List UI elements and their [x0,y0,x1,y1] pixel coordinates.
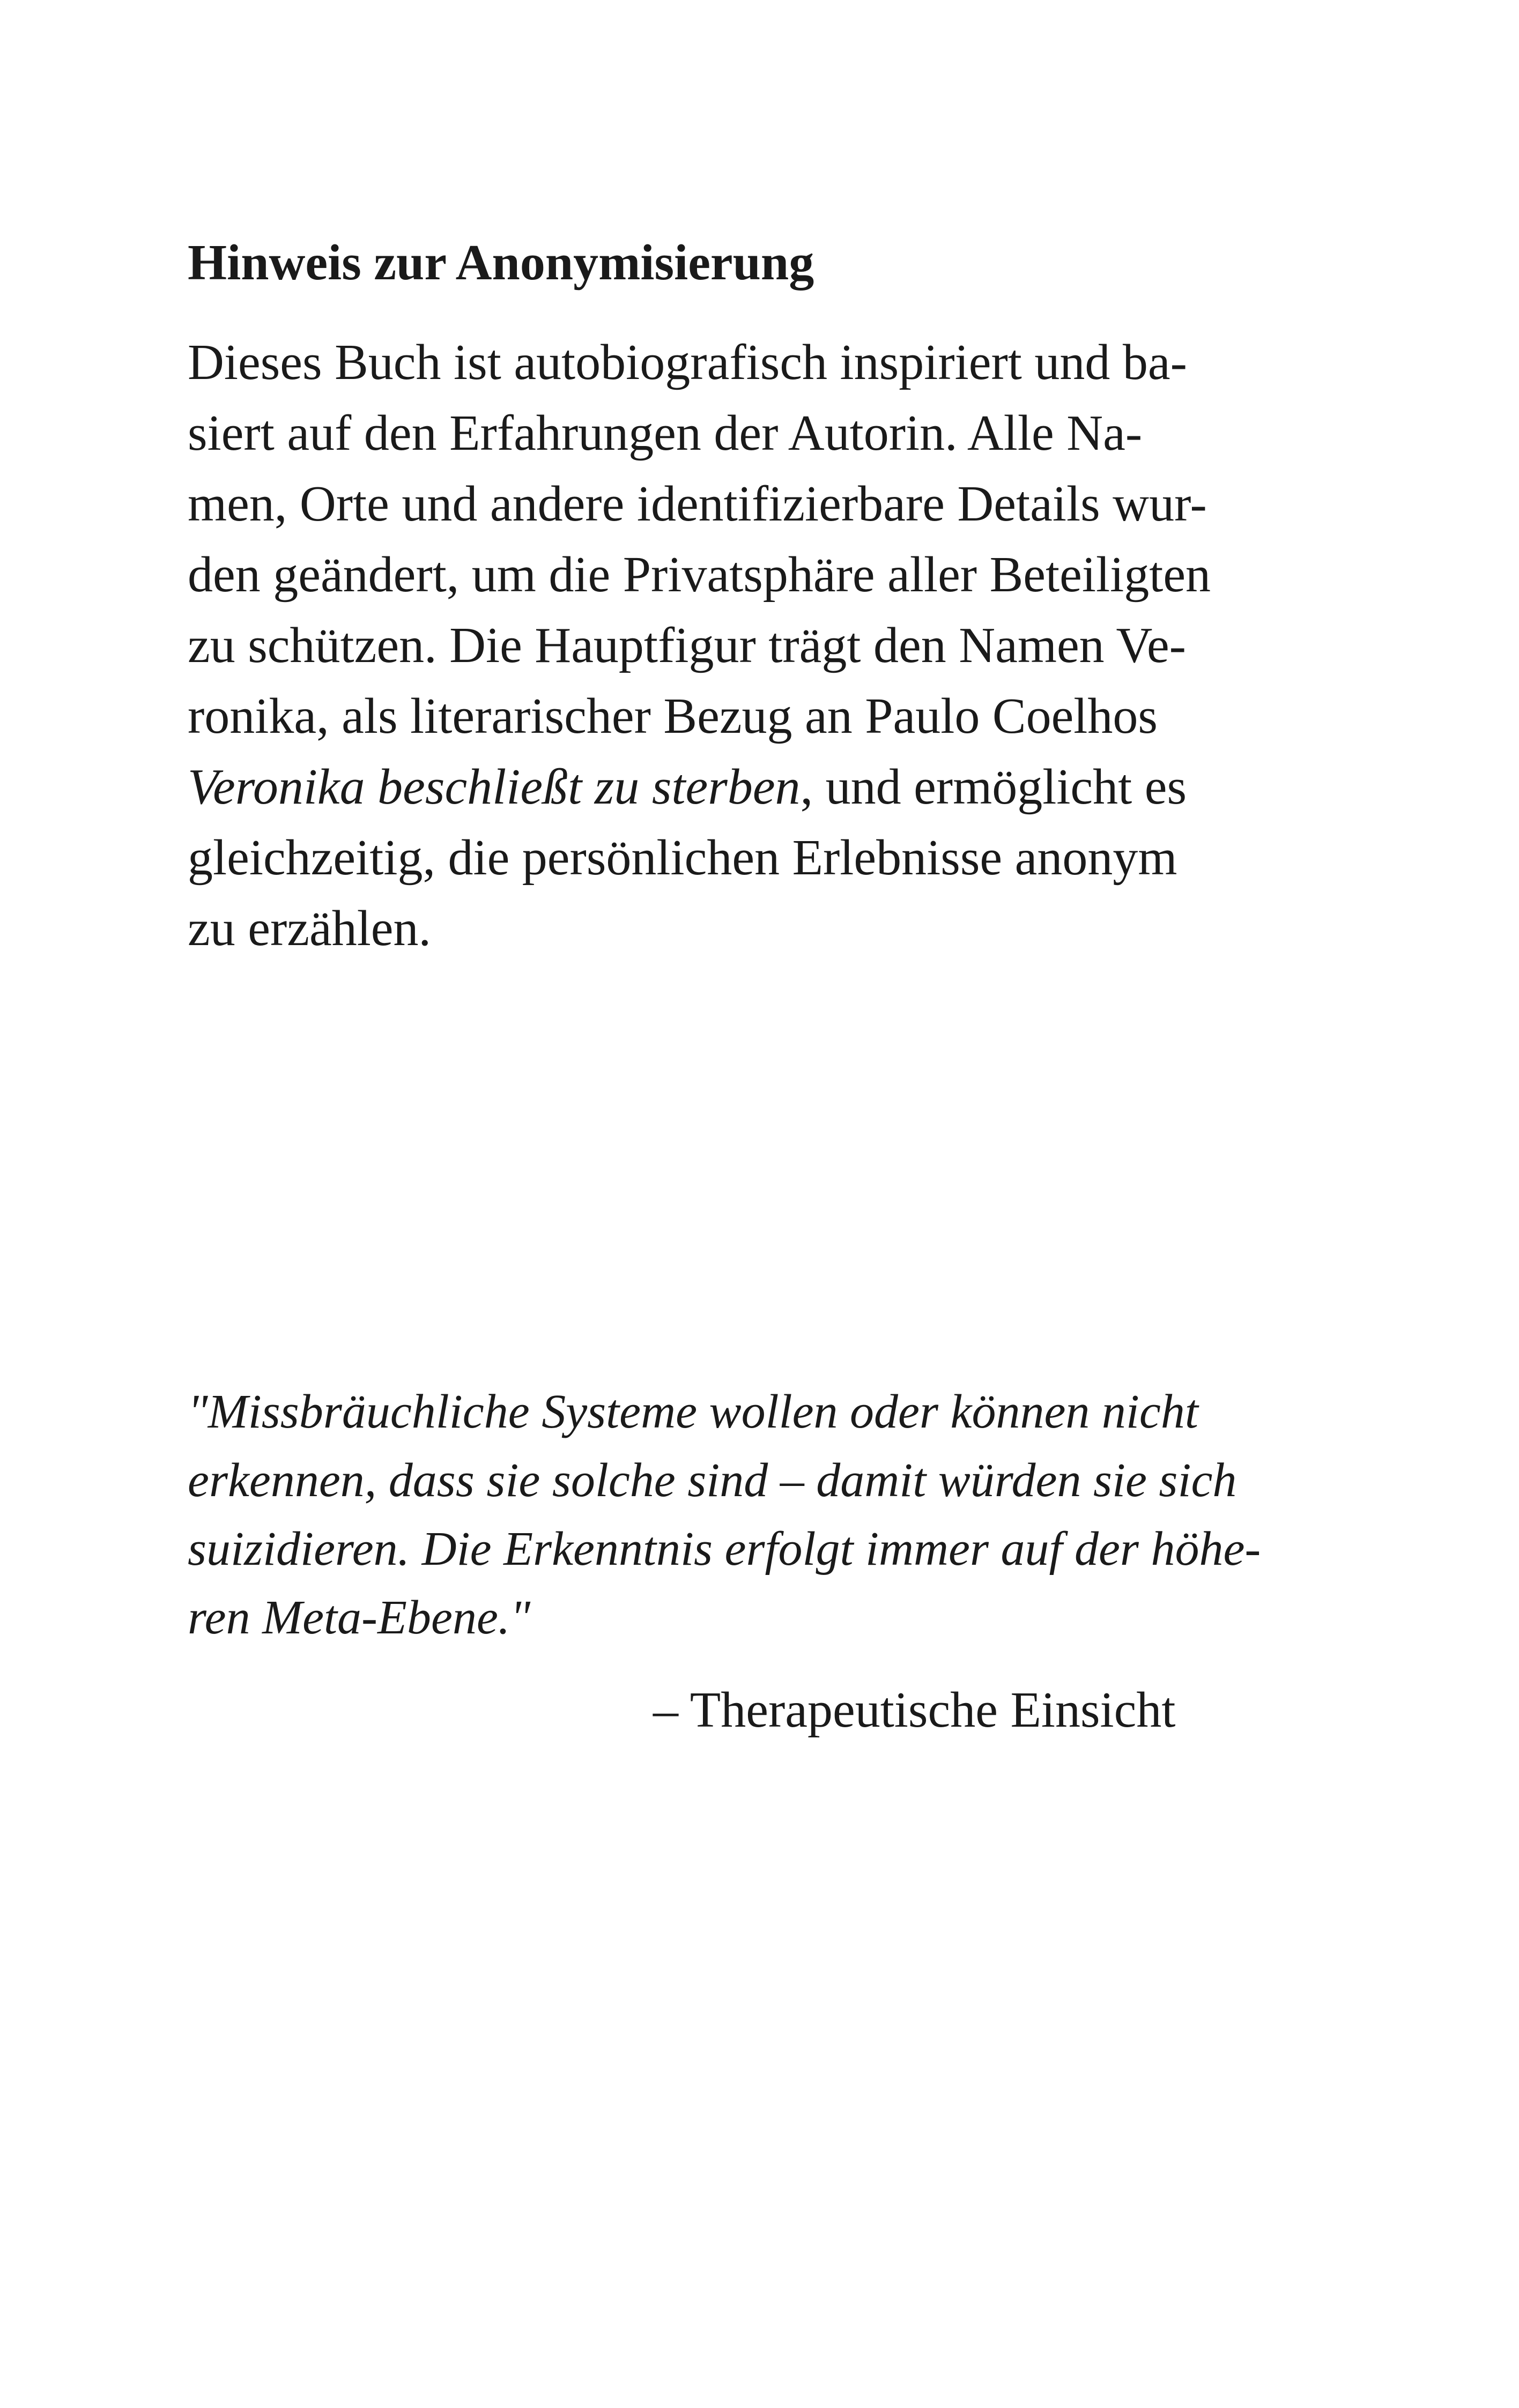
notice-line: den geändert, um die Privatsphäre aller Beteiligten [188,547,1211,603]
epigraph-quote [188,1378,1340,1652]
notice-body [188,327,1340,964]
notice-line: zu erzählen. [188,901,432,956]
quote-line: erkennen, dass sie solche sind – damit würden sie sich [188,1454,1237,1507]
notice-line: zu schützen. Die Hauptfigur trägt den Namen Ve- [188,618,1186,673]
quote-line: ren Meta-Ebene." [188,1591,531,1644]
notice-line-rest: , und ermöglicht es [800,759,1187,815]
quote-text [188,1378,1340,1652]
quote-line: suizidieren. Die Erkenntnis erfolgt immer auf der höhe- [188,1522,1261,1575]
notice-title: Hinweis zur Anonymisierung [188,235,814,291]
notice-line: siert auf den Erfahrungen der Autorin. Alle Na- [188,405,1143,461]
anonymization-notice [188,231,1340,964]
notice-line: Dieses Buch ist autobiografisch inspiriert und ba- [188,335,1187,390]
notice-line: gleichzeitig, die persönlichen Erlebnisse anonym [188,830,1177,886]
quote-line: "Missbräuchliche Systeme wollen oder können nicht [188,1385,1198,1438]
notice-line: ronika, als literarischer Bezug an Paulo Coelhos [188,688,1158,744]
notice-line [188,752,1340,822]
book-title-reference: Veronika beschließt zu sterben [188,759,801,815]
notice-line: men, Orte und andere identifizierbare Details wur- [188,476,1207,532]
quote-attribution: – Therapeutische Einsicht [653,1682,1176,1738]
